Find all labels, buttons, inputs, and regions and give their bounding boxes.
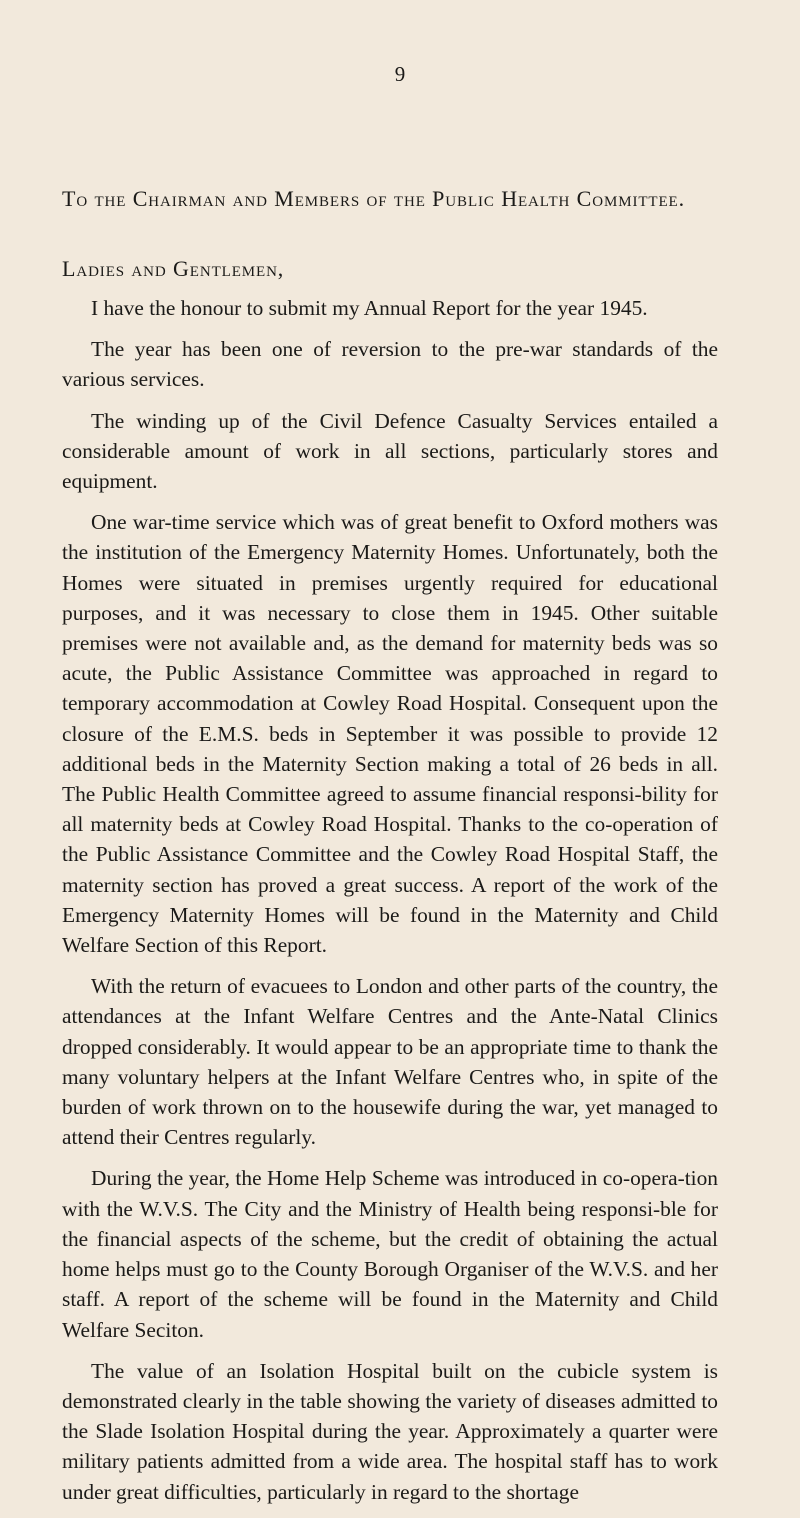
page-number: 9 — [394, 62, 406, 86]
paragraph-maternity-homes: One war-time service which was of great benefit to Oxford mothers was the institution of the Emergency Maternity Homes. Unfortunately, both the Homes were situated in premises urgently required for educational purposes, and it was necessary to close them in 1945. Other suitable premises were not available and, as the demand for maternity beds was so acute, the Public Assistance Committee was approached in regard to temporary accommodation at Cowley Road Hospital. Consequent upon the closure of the E.M.S. beds in September it was possible to provide 12 additional beds in the Maternity Section making a total of 26 beds in all. The Public Health Committee agreed to assume financial responsi-bility for all maternity beds at Cowley Road Hospital. Thanks to the co-operation of the Public Assistance Committee and the Cowley Road Hospital Staff, the maternity section has proved a great success. A report of the work of the Emergency Maternity Homes will be found in the Maternity and Child Welfare Section of this Report. — [62, 510, 718, 958]
page-heading: To the Chairman and Members of the Public Health Committee. — [62, 186, 686, 211]
paragraph-civil-defence: The winding up of the Civil Defence Casualty Services entailed a considerable amount of work in all sections, particularly stores and equipment. — [62, 408, 718, 494]
paragraph-isolation-hospital: The value of an Isolation Hospital built on the cubicle system is demonstrated clearly in the table showing the variety of diseases admitted to the Slade Isolation Hospital during the year. Approximately a quarter were military patients admitted from a wide area. The hospital staff has to work under great difficulties, particularly in regard to the shortage — [62, 1358, 718, 1504]
report-body — [62, 293, 718, 1518]
paragraph-reversion: The year has been one of reversion to the pre-war standards of the various services. — [62, 337, 718, 392]
paragraph-evacuees: With the return of evacuees to London and other parts of the country, the attendances at the Infant Welfare Centres and the Ante-Natal Clinics dropped considerably. It would appear to be an appropriate time to thank the many voluntary helpers at the Infant Welfare Centres who, in spite of the burden of work thrown on to the housewife during the war, yet managed to attend their Centres regularly. — [62, 974, 718, 1150]
paragraph-home-help: During the year, the Home Help Scheme was introduced in co-opera-tion with the W.V.S. The City and the Ministry of Health being responsi-ble for the financial aspects of the scheme, but the credit of obtaining the actual home helps must go to the County Borough Organiser of the W.V.S. and her staff. A report of the scheme will be found in the Maternity and Child Welfare Seciton. — [62, 1166, 718, 1342]
salutation: Ladies and Gentlemen, — [62, 256, 285, 281]
paragraph-intro: I have the honour to submit my Annual Report for the year 1945. — [91, 296, 648, 320]
